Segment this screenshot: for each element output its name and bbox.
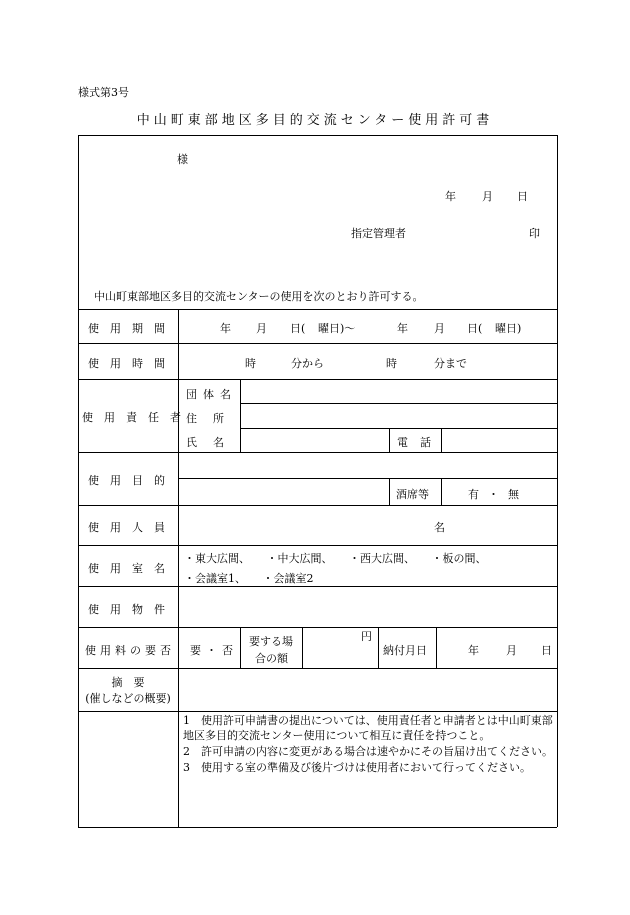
group-name-label: 団体名 (186, 388, 237, 401)
fee-label: 使用料の要否 (85, 644, 175, 657)
to-minute: 分まで (434, 357, 467, 370)
date-month-label: 月 (482, 190, 493, 203)
name-label: 氏名 (186, 436, 240, 449)
amount-label-2: 合の額 (255, 652, 288, 665)
form-title: 中山町東部地区多目的交流センター使用許可書 (136, 113, 494, 128)
summary-label: 摘 要 (111, 676, 145, 689)
seal-mark: 印 (529, 227, 540, 240)
notes-list (183, 713, 555, 776)
summary-sublabel: (催しなどの概要) (85, 692, 171, 705)
payment-year: 年 (468, 644, 479, 657)
end-month: 月 (434, 322, 445, 335)
permission-statement: 中山町東部地区多目的交流センターの使用を次のとおり許可する。 (94, 290, 424, 303)
end-weekday: 曜日) (495, 322, 522, 335)
people-unit: 名 (434, 521, 445, 534)
rooms-label: 使用室名 (88, 562, 176, 575)
responsible-label: 使用責任者 (82, 411, 192, 424)
form-number: 様式第3号 (78, 86, 129, 99)
from-hour: 時 (245, 357, 256, 370)
rooms-line-1: ・東大広間、 ・中大広間、 ・西大広間、 ・板の間、 (184, 552, 487, 565)
start-year: 年 (220, 322, 231, 335)
amount-label-1: 要する場 (249, 635, 293, 648)
alcohol-options: 有・無 (468, 488, 528, 501)
time-label: 使用時間 (88, 357, 176, 370)
address-label: 住所 (186, 412, 240, 425)
end-year: 年 (397, 322, 408, 335)
note-item: 3 使用する室の準備及び後片づけは使用者において行ってください。 (183, 761, 531, 774)
date-year-label: 年 (445, 190, 456, 203)
alcohol-label: 酒席等 (396, 488, 429, 501)
payment-month: 月 (506, 644, 517, 657)
payment-day: 日 (541, 644, 552, 657)
issuer-label: 指定管理者 (351, 227, 406, 240)
fee-required: 要・否 (190, 644, 238, 657)
note-item: 2 許可申請の内容に変更がある場合は速やかにその旨届け出てください。 (183, 745, 553, 758)
phone-label: 電話 (397, 436, 443, 449)
to-hour: 時 (386, 357, 397, 370)
from-minute: 分から (291, 357, 324, 370)
rooms-line-2: ・会議室1、 ・会議室2 (184, 572, 314, 585)
items-label: 使用物件 (88, 603, 176, 616)
start-month: 月 (256, 322, 267, 335)
yen-unit: 円 (361, 630, 372, 643)
note-item: 1 使用許可申請書の提出については、使用責任者と申請者とは中山町東部地区多目的交流センター使用について相互に責任を持つこと。 (183, 714, 553, 742)
people-label: 使用人員 (88, 521, 176, 534)
start-day: 日( (290, 322, 306, 335)
purpose-label: 使用目的 (88, 474, 176, 487)
period-label: 使用期間 (88, 322, 176, 335)
date-day-label: 日 (517, 190, 528, 203)
addressee-suffix: 様 (177, 153, 188, 166)
payment-date-label: 納付月日 (383, 644, 427, 657)
start-weekday: 曜日)～ (318, 322, 356, 335)
end-day: 日( (467, 322, 483, 335)
